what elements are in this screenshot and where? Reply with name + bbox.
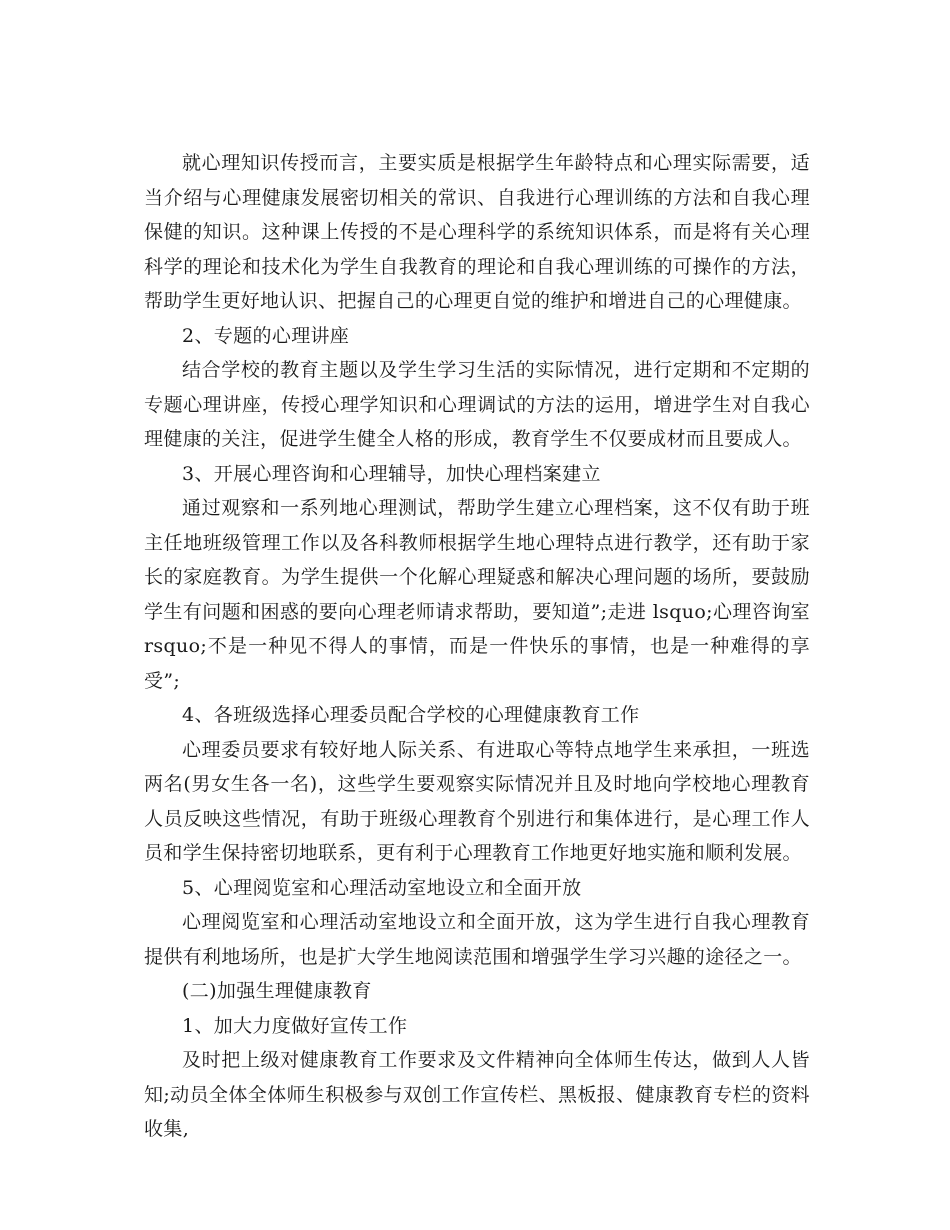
paragraph-counseling-archives: 通过观察和一系列地心理测试，帮助学生建立心理档案，这不仅有助于班主任地班级管理工作以及各科教师根据学生地心理特点进行教学，还有助于家长的家庭教育。为学生提供一个化解心理疑惑和解决心理问题的场所，要鼓励学生有问题和困惑的要向心理老师请求帮助，要知道”;走进 lsquo;心理咨询室 rsquo;不是一种见不得人的事情，而是一件快乐的事情，也是一种难得的享受”; — [144, 497, 810, 692]
heading-topic-lectures: 2、专题的心理讲座 — [182, 324, 350, 347]
heading-psych-committee: 4、各班级选择心理委员配合学校的心理健康教育工作 — [182, 704, 640, 726]
paragraph-publicity-work: 及时把上级对健康教育工作要求及文件精神向全体师生传达，做到人人皆知;动员全体全体师生积极参与双创工作宣传栏、黑板报、健康教育专栏的资料收集, — [144, 1049, 810, 1140]
paragraph-psych-committee: 心理委员要求有较好地人际关系、有进取心等特点地学生来承担，一班选两名(男女生各一名)，这些学生要观察实际情况并且及时地向学校地心理教育人员反映这些情况，有助于班级心理教育个别进行和集体进行，是心理工作人员和学生保持密切地联系，更有利于心理教育工作地更好地实施和顺利发展。 — [144, 738, 810, 864]
heading-reading-room: 5、心理阅览室和心理活动室地设立和全面开放 — [182, 876, 582, 899]
document-body — [144, 146, 810, 1147]
heading-publicity-work: 1、加大力度做好宣传工作 — [182, 1014, 408, 1037]
heading-counseling-archives: 3、开展心理咨询和心理辅导，加快心理档案建立 — [182, 462, 601, 485]
paragraph-reading-room: 心理阅览室和心理活动室地设立和全面开放，这为学生进行自我心理教育提供有利地场所，也是扩大学生地阅读范围和增强学生学习兴趣的途径之一。 — [144, 911, 810, 968]
paragraph-topic-lectures: 结合学校的教育主题以及学生学习生活的实际情况，进行定期和不定期的专题心理讲座，传授心理学知识和心理调试的方法的运用，增进学生对自我心理健康的关注，促进学生健全人格的形成，教育学生不仅要成材而且要成人。 — [144, 359, 810, 450]
paragraph-knowledge-teaching: 就心理知识传授而言，主要实质是根据学生年龄特点和心理实际需要，适当介绍与心理健康发展密切相关的常识、自我进行心理训练的方法和自我心理保健的知识。这种课上传授的不是心理科学的系统知识体系，而是将有关心理科学的理论和技术化为学生自我教育的理论和自我心理训练的可操作的方法，帮助学生更好地认识、把握自己的心理更自觉的维护和增进自己的心理健康。 — [144, 152, 810, 312]
heading-physical-health: (二)加强生理健康教育 — [182, 980, 372, 1002]
